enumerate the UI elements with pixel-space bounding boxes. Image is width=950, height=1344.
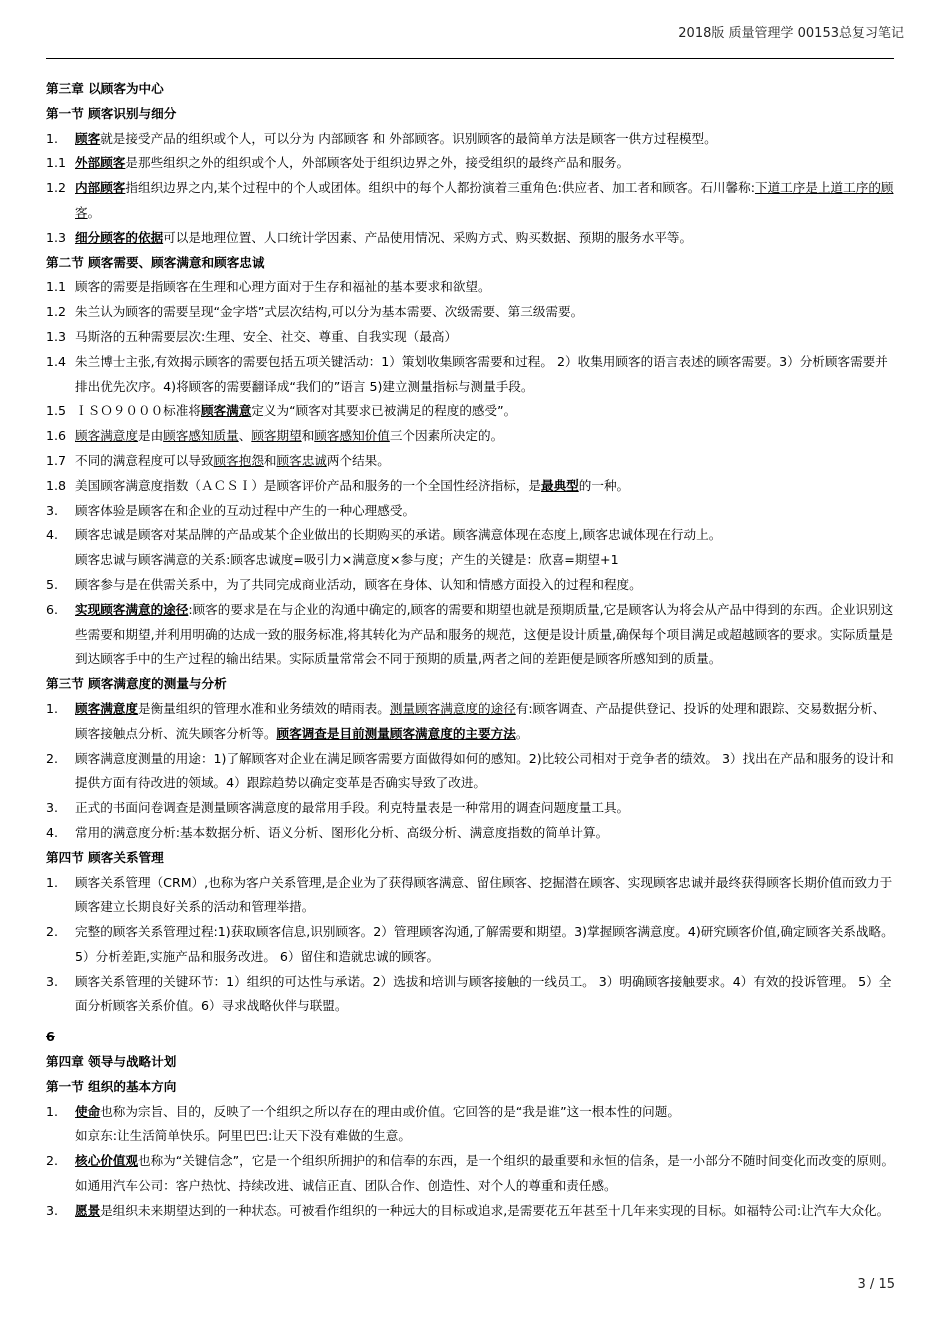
text-run: 第三节 顾客满意度的测量与分析 (46, 676, 227, 692)
text-run: 的一种。 (578, 477, 630, 493)
emphasized-text: 外部顾客 (75, 155, 126, 171)
paragraph (46, 573, 896, 598)
text-run: 顾客体验是顾客在和企业的互动过程中产生的一种心理感受。 (75, 502, 416, 518)
item-number: 4. (46, 824, 59, 840)
paragraph (46, 523, 896, 548)
text-run: 第二节 顾客需要、顾客满意和顾客忠诚 (46, 254, 265, 270)
text-run: 是组织未来期望达到的一种状态。可被看作组织的一种远大的目标或追求,是需要花五年甚至十几年来实现的目标。如福特公司:让汽车大众化。 (100, 1202, 890, 1218)
text-run: 、 (238, 428, 252, 444)
item-number: 1.3 (46, 229, 67, 245)
text-run: 是那些组织之外的组织或个人，外部顾客处于组织边界之外，接受组织的最终产品和服务。 (125, 155, 630, 171)
text-run: 第三章 以顾客为中心 (46, 81, 164, 96)
text-run: 常用的满意度分析:基本数据分析、语义分析、图形化分析、高级分析、满意度指数的简单计算。 (75, 824, 609, 840)
section-heading (46, 77, 896, 102)
paragraph (46, 970, 896, 1020)
item-number: 1.6 (46, 428, 67, 444)
text-run: 三个因素所决定的。 (389, 428, 504, 444)
item-number: 4. (46, 527, 59, 543)
item-number: 1. (46, 874, 59, 890)
item-number: 2. (46, 924, 59, 940)
text-run: 定义为“顾客对其要求已被满足的程度的感受”。 (251, 403, 517, 419)
paragraph (46, 1199, 896, 1224)
section-heading (46, 846, 896, 871)
item-number: 1.2 (46, 304, 67, 320)
paragraph (46, 325, 896, 350)
item-number: 1. (46, 700, 59, 716)
text-run: 美国顾客满意度指数（ＡＣＳＩ）是顾客评价产品和服务的一个全国性经济指标，是 (75, 477, 541, 493)
paragraph (46, 226, 896, 251)
text-run: 也称为宗旨、目的，反映了一个组织之所以存在的理由或价值。它回答的是“我是谁”这一根本性的问题。 (100, 1103, 680, 1119)
item-number: 2. (46, 750, 59, 766)
text-run: 。 (87, 204, 101, 220)
emphasized-text: 使命 (75, 1103, 101, 1119)
emphasized-text: 顾客 (75, 130, 101, 146)
item-number: 3. (46, 502, 59, 518)
text-run: 第一节 顾客识别与细分 (46, 105, 177, 121)
item-number: 1.1 (46, 279, 67, 295)
item-number: 6. (46, 601, 59, 617)
header-rule (46, 58, 894, 59)
emphasized-text: 6 (46, 1029, 55, 1045)
item-number: 3. (46, 800, 59, 816)
text-run: 完整的顾客关系管理过程:1)获取顾客信息,识别顾客。2）管理顾客沟通,了解需要和期望。3)掌握顾客满意度。4)研究顾客价值,确定顾客关系战略。 5）分析差距,实施产品和服务改进。 6）留住和造就忠诚的顾客。 (75, 924, 894, 964)
text-run: 和 (263, 452, 277, 468)
paragraph (46, 499, 896, 524)
text-run: 顾客的需要是指顾客在生理和心理方面对于生存和福祉的基本要求和欲望。 (75, 279, 491, 295)
item-number: 1.7 (46, 452, 67, 468)
section-heading (46, 102, 896, 127)
paragraph (46, 871, 896, 921)
emphasized-text: 顾客感知价值 (314, 428, 390, 444)
text-run: 和 (301, 428, 315, 444)
item-number: 2. (46, 1153, 59, 1169)
section-heading (46, 672, 896, 697)
paragraph (46, 127, 896, 152)
document-body (46, 77, 896, 1224)
text-run: 就是接受产品的组织或个人，可以分为 内部顾客 和 外部顾客。识别顾客的最简单方法是顾客一供方过程模型。 (100, 130, 717, 146)
text-run: 第四节 顾客关系管理 (46, 849, 164, 865)
text-run: 可以是地理位置、人口统计学因素、产品使用情况、采购方式、购买数据、预期的服务水平等。 (163, 229, 693, 245)
paragraph (46, 300, 896, 325)
text-run: 有:顾客调查、产品提供登记、投诉的处理和跟踪、交易数据分析、顾客接触点分析、流失顾客分析等。 (75, 700, 886, 741)
paragraph (46, 399, 896, 424)
emphasized-text: 顾客忠诚 (276, 452, 327, 468)
text-run: 两个结果。 (326, 452, 390, 468)
paragraph (46, 176, 896, 226)
emphasized-text: 核心价值观 (75, 1153, 138, 1169)
paragraph (46, 747, 896, 797)
page-number: 3 / 15 (857, 1277, 895, 1292)
paragraph (46, 1149, 896, 1199)
emphasized-text: 顾客调查是目前测量顾客满意度的主要方法 (276, 725, 516, 741)
text-run: 。 (515, 725, 529, 741)
item-number: 1. (46, 1103, 59, 1119)
section-heading (46, 251, 896, 276)
item-number: 1.4 (46, 353, 67, 369)
text-run: 顾客关系管理（CRM）,也称为客户关系管理,是企业为了获得顾客满意、留住顾客、挖掘潜在顾客、实现顾客忠诚并最终获得顾客长期价值而致力于顾客建立长期良好关系的活动和管理举措。 (75, 874, 893, 915)
paragraph (46, 151, 896, 176)
emphasized-text: 顾客感知质量 (163, 428, 239, 444)
paragraph (46, 275, 896, 300)
paragraph (46, 1100, 896, 1125)
item-number: 1.8 (46, 477, 67, 493)
section-heading (46, 1050, 896, 1075)
text-run: 正式的书面问卷调查是测量顾客满意度的最常用手段。利克特量表是一种常用的调查问题度量工具。 (75, 800, 630, 816)
item-number: 3. (46, 1202, 59, 1218)
paragraph (46, 474, 896, 499)
text-run: 顾客忠诚是顾客对某品牌的产品或某个企业做出的长期购买的承诺。顾客满意体现在态度上,顾客忠诚体现在行动上。 (75, 527, 722, 543)
item-number: 1.5 (46, 403, 67, 419)
emphasized-text: 实现顾客满意的途径 (75, 601, 189, 617)
text-run: 如京东:让生活简单快乐。阿里巴巴:让天下没有难做的生意。 (75, 1128, 411, 1144)
emphasized-text: 内部顾客 (75, 180, 126, 196)
item-number: 1.3 (46, 328, 67, 344)
paragraph (46, 1124, 896, 1149)
section-heading (46, 1075, 896, 1100)
text-run: 是由 (137, 428, 164, 444)
item-number: 1.2 (46, 180, 67, 196)
emphasized-text: 下道工序是上道工序的顾客 (75, 180, 894, 220)
text-run: 顾客忠诚与顾客满意的关系:顾客忠诚度=吸引力×满意度×参与度；产生的关键是：欣喜=期望+1 (75, 552, 619, 568)
text-run: 朱兰博士主张,有效揭示顾客的需要包括五项关键活动：1）策划收集顾客需要和过程。 2）收集用顾客的语言表述的顾客需要。3）分析顾客需要并排出优先次序。4)将顾客的需要翻译成“我们的”语言 5)建立测量指标与测量手段。 (75, 353, 888, 394)
paragraph (46, 796, 896, 821)
paragraph (46, 821, 896, 846)
text-run: 朱兰认为顾客的需要呈现“金字塔”式层次结构,可以分为基本需要、次级需要、第三级需要。 (75, 304, 584, 320)
text-run: 第四章 领导与战略计划 (46, 1054, 177, 1070)
text-run: 第一节 组织的基本方向 (46, 1078, 177, 1094)
text-run: ＩＳＯ９０００标准将 (75, 403, 201, 419)
paragraph (46, 424, 896, 449)
item-number: 1.1 (46, 155, 67, 171)
paragraph (46, 350, 896, 400)
text-run: :顾客的要求是在与企业的沟通中确定的,顾客的需要和期望也就是预期质量,它是顾客认为将会从产品中得到的东西。企业识别这些需要和期望,并利用明确的达成一致的服务标准,将其转化为产品和服务的规范，这便是设计质量,确保每个项目满足或超越顾客的要求。实际质量是到达顾客手中的生产过程的输出结果。实际质量常常会不同于预期的质量,两者之间的差距便是顾客所感知到的质量。 (75, 601, 894, 667)
emphasized-text: 细分顾客的依据 (75, 229, 164, 245)
text-run: 顾客关系管理的关键环节：1）组织的可达性与承诺。2）选拔和培训与顾客接触的一线员工。 3）明确顾客接触要求。4）有效的投诉管理。 5）全面分析顾客关系价值。6）寻求战略伙伴与联盟。 (75, 973, 892, 1014)
text-run: 不同的满意程度可以导致 (75, 452, 214, 468)
document-header: 2018版 质量管理学 00153总复习笔记 (678, 26, 904, 41)
paragraph (46, 920, 896, 970)
emphasized-text: 愿景 (75, 1202, 101, 1218)
emphasized-text: 测量顾客满意度的途径 (389, 700, 516, 716)
item-number: 5. (46, 576, 59, 592)
emphasized-text: 顾客抱怨 (213, 452, 264, 468)
paragraph (46, 449, 896, 474)
item-number: 3. (46, 973, 59, 989)
item-number: 1. (46, 130, 59, 146)
text-run: 也称为“关键信念”，它是一个组织所拥护的和信奉的东西，是一个组织的最重要和永恒的信条，是一小部分不随时间变化而改变的原则。如通用汽车公司：客户热忱、持续改进、诚信正直、团队合作、创造性、对个人的尊重和责任感。 (75, 1153, 895, 1194)
paragraph (46, 1025, 896, 1050)
emphasized-text: 最典型 (540, 477, 579, 493)
paragraph (46, 548, 896, 573)
text-run: 马斯洛的五种需要层次:生理、安全、社交、尊重、自我实现（最高） (75, 328, 458, 344)
text-run: 顾客满意度测量的用途：1)了解顾客对企业在满足顾客需要方面做得如何的感知。2)比较公司相对于竞争者的绩效。 3）找出在产品和服务的设计和提供方面有待改进的领域。4）跟踪趋势以确定变革是否确实导致了改进。 (75, 750, 894, 791)
emphasized-text: 顾客满意度 (75, 428, 138, 444)
paragraph (46, 697, 896, 747)
paragraph (46, 598, 896, 672)
text-run: 是衡量组织的管理水准和业务绩效的晴雨表。 (137, 700, 390, 716)
emphasized-text: 顾客满意 (200, 403, 252, 419)
text-run: 顾客参与是在供需关系中，为了共同完成商业活动，顾客在身体、认知和情感方面投入的过程和程度。 (75, 576, 642, 592)
emphasized-text: 顾客满意度 (75, 700, 138, 716)
emphasized-text: 顾客期望 (251, 428, 302, 444)
text-run: 指组织边界之内,某个过程中的个人或团体。组织中的每个人都扮演着三重角色:供应者、加工者和顾客。石川馨称: (125, 180, 755, 196)
